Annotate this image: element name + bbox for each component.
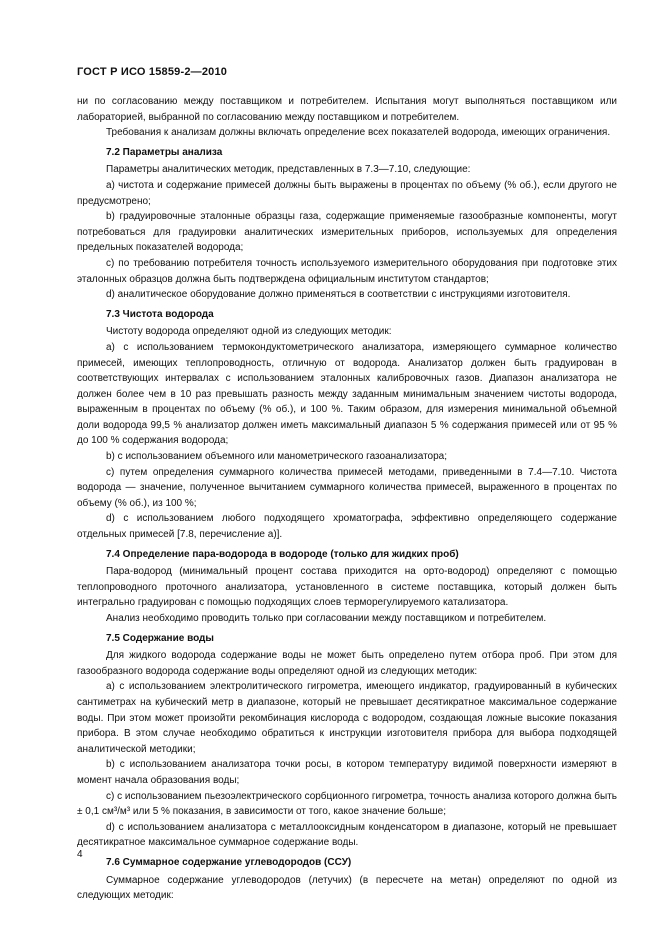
section-heading-7-2: 7.2 Параметры анализа (106, 146, 223, 158)
paragraph: Чистоту водорода определяют одной из следующих методик: (106, 326, 392, 338)
list-item: c) путем определения суммарного количества примесей методами, приведенными в 7.4—7.10. Чистота водорода — значение, полученное вычитанием суммарного количества примесей, выраженного в процентах по объему (% об.), из 100 %; (77, 466, 617, 509)
section-heading-7-6: 7.6 Суммарное содержание углеводородов (ССУ) (106, 856, 352, 868)
list-item: b) с использованием объемного или манометрического газоанализатора; (106, 451, 448, 463)
page-number: 4 (77, 849, 83, 860)
paragraph: Параметры аналитических методик, представленных в 7.3—7.10, следующие: (106, 164, 471, 176)
list-item: a) чистота и содержание примесей должны быть выражены в процентах по объему (% об.), если другого не предусмотрено; (77, 179, 617, 207)
list-item: b) градуировочные эталонные образцы газа, содержащие применяемые газообразные компоненты, могут потребоваться для градуировки аналитических измерительных приборов, используемых для определения предельных показателей водорода; (77, 211, 617, 254)
document-body (77, 94, 617, 904)
paragraph: Суммарное содержание углеводородов (летучих) (в пересчете на метан) определяют по одной из следующих методик: (77, 874, 617, 902)
list-item: c) по требованию потребителя точность используемого измерительного оборудования при подготовке этих эталонных образцов должна быть подтверждена официальным институтом стандартов; (77, 257, 617, 285)
paragraph: Анализ необходимо проводить только при согласовании между поставщиком и потребителем. (106, 613, 547, 624)
list-item: a) с использованием электролитического гигрометра, имеющего индикатор, градуированный в кубических сантиметрах на кубический метр в диапазоне, который не превышает десятикратное максимальное содержание воды. При этом может произойти рекомбинация кислорода с водородом, создающая ложные высокие показания прибора. В этом случае необходимо обратиться к инструкции изготовителя прибора для выбора подходящей аналитической методики; (77, 681, 617, 755)
section-heading-7-4: 7.4 Определение пара-водорода в водороде (только для жидких проб) (106, 548, 459, 560)
section-heading-7-5: 7.5 Содержание воды (106, 632, 214, 644)
paragraph: Для жидкого водорода содержание воды не может быть определено путем отбора проб. При этом для газообразного водорода содержание воды определяют одной из следующих методик: (77, 650, 617, 677)
section-heading-7-3: 7.3 Чистота водорода (106, 308, 214, 320)
list-item: a) с использованием термокондуктометрического анализатора, измеряющего суммарное количество примесей, имеющих теплопроводность, отличную от водорода. Анализатор должен быть градуирован в соответствующих интервалах с использованием эталонных калибровочных газов. Диапазон анализатора не должен более чем в 10 раз превышать разность между заданным минимальным значением чистоты водорода, выраженным в процентах по объему (% об.), и 100 %. Таким образом, для измерения минимальной объемной доли водорода 99,5 % анализатор должен иметь максимальный диапазон 5 % содержания примесей или от 95 % до 100 % содержания водорода; (77, 341, 617, 447)
list-item: d) аналитическое оборудование должно применяться в соответствии с инструкциями изготовителя. (106, 289, 571, 301)
paragraph: ни по согласованию между поставщиком и потребителем. Испытания могут выполняться поставщиком или лабораторией, выбранной по согласованию между поставщиком и потребителем. (77, 96, 617, 123)
list-item: d) с использованием любого подходящего хроматографа, эффективно определяющего содержание отдельных примесей [7.8, перечисление а)]. (77, 513, 617, 541)
list-item: c) с использованием пьезоэлектрического сорбционного гигрометра, точность анализа которого должна быть ± 0,1 см³/м³ или 5 % показания, в зависимости от того, какое значение больше; (77, 790, 617, 818)
list-item: d) с использованием анализатора с металлооксидным конденсатором в диапазоне, который не превышает десятикратное максимальное суммарное содержание воды. (77, 821, 617, 849)
paragraph: Пара-водород (минимальный процент состава приходится на орто-водород) определяют с помощью теплопроводного проточного анализатора, установленного в системе поставщика, который должен быть интегрально градуирован с помощью подходящих слоев терморегулируемого катализатора. (77, 566, 617, 609)
document-header: ГОСТ Р ИСО 15859-2—2010 (77, 66, 228, 78)
list-item: b) с использованием анализатора точки росы, в котором температуру видимой поверхности измеряют в момент начала образования воды; (77, 759, 617, 786)
paragraph: Требования к анализам должны включать определение всех показателей водорода, имеющих ограничения. (106, 127, 611, 139)
